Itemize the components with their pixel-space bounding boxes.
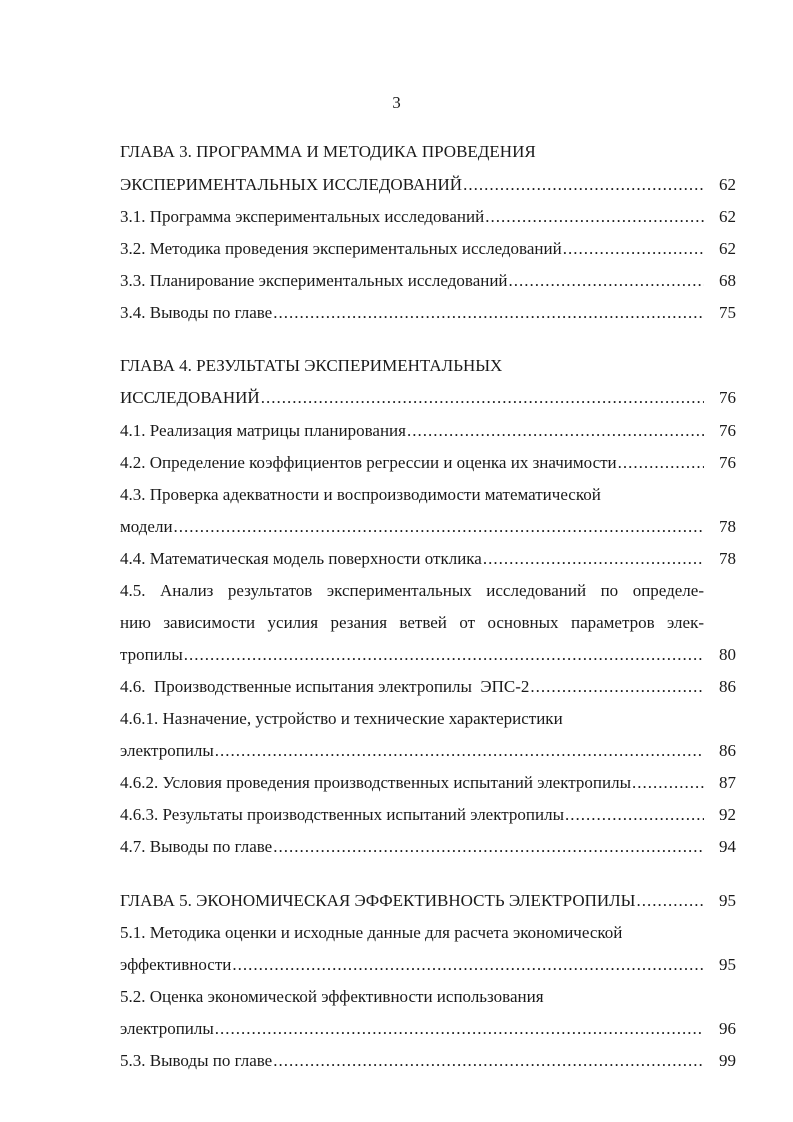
toc-label: 4.7. Выводы по главе (120, 837, 273, 856)
leader-dots (232, 954, 704, 976)
toc-label: 3.2. Методика проведения экспериментальных исследований (120, 239, 562, 258)
toc-entry-4-6 (120, 676, 736, 698)
toc-label: 4.1. Реализация матрицы планирования (120, 421, 406, 440)
toc-page: 96 (719, 1019, 736, 1038)
leader-dots (215, 1018, 704, 1040)
leader-dots (563, 238, 704, 260)
toc-label: тропилы (120, 645, 183, 664)
toc-page: 76 (719, 421, 736, 440)
toc-label: ИССЛЕДОВАНИЙ (120, 388, 260, 407)
toc-label: электропилы (120, 1019, 214, 1038)
toc-label: 4.6.2. Условия проведения производственных испытаний электропилы (120, 773, 631, 792)
leader-dots (509, 270, 704, 292)
chapter-3-title-line-1: ГЛАВА 3. ПРОГРАММА И МЕТОДИКА ПРОВЕДЕНИЯ (120, 142, 536, 161)
leader-dots (530, 676, 704, 698)
toc-page: 76 (719, 453, 736, 472)
leader-dots (184, 644, 704, 666)
toc-label: 4.6.3. Результаты производственных испытаний электропилы (120, 805, 565, 824)
toc-page: 78 (719, 517, 736, 536)
leader-dots (565, 804, 704, 826)
toc-entry-4-5-line-2: нию зависимости усилия резания ветвей от основных параметров элек- (120, 613, 704, 632)
toc-entry-4-6-2 (120, 772, 736, 794)
toc-entry-5-1-line-1: 5.1. Методика оценки и исходные данные для расчета экономической (120, 923, 623, 942)
page-number: 3 (392, 93, 401, 112)
toc-label: ГЛАВА 5. ЭКОНОМИЧЕСКАЯ ЭФФЕКТИВНОСТЬ ЭЛЕКТРОПИЛЫ (120, 891, 636, 910)
toc-entry-3-2 (120, 238, 736, 260)
toc-label: 3.4. Выводы по главе (120, 303, 273, 322)
toc-entry-5-2 (120, 1018, 736, 1040)
toc-entry-3-3 (120, 270, 736, 292)
toc-label: 4.6. Производственные испытания электропилы ЭПС-2 (120, 677, 530, 696)
toc-page: 62 (719, 207, 736, 226)
toc-page: 62 (719, 175, 736, 194)
leader-dots (632, 772, 704, 794)
leader-dots (273, 1050, 704, 1072)
toc-page: 86 (719, 677, 736, 696)
toc-page: 92 (719, 805, 736, 824)
toc-entry-4-6-1-line-1: 4.6.1. Назначение, устройство и технические характеристики (120, 709, 563, 728)
toc-entry-4-6-3 (120, 804, 736, 826)
toc-entry-4-5 (120, 644, 736, 666)
toc-entry-4-3-line-1: 4.3. Проверка адекватности и воспроизводимости математической (120, 485, 601, 504)
toc-page: 94 (719, 837, 736, 856)
toc-entry-4-3 (120, 516, 736, 538)
toc-entry-4-2 (120, 452, 736, 474)
toc-entry-5-3 (120, 1050, 736, 1072)
toc-page: 87 (719, 773, 736, 792)
toc-entry-4-1 (120, 420, 736, 442)
leader-dots (273, 836, 704, 858)
toc-label: 3.1. Программа экспериментальных исследований (120, 207, 485, 226)
chapter-4-title-entry (120, 387, 736, 409)
leader-dots (637, 890, 704, 912)
toc-page: 99 (719, 1051, 736, 1070)
chapter-5-title-entry (120, 890, 736, 912)
leader-dots (485, 206, 704, 228)
toc-label: 4.4. Математическая модель поверхности отклика (120, 549, 482, 568)
toc-entry-5-2-line-1: 5.2. Оценка экономической эффективности использования (120, 987, 544, 1006)
leader-dots (618, 452, 704, 474)
chapter-4-title-line-1: ГЛАВА 4. РЕЗУЛЬТАТЫ ЭКСПЕРИМЕНТАЛЬНЫХ (120, 356, 503, 375)
toc-label: электропилы (120, 741, 214, 760)
toc-label: модели (120, 517, 173, 536)
toc-entry-3-4 (120, 302, 736, 324)
leader-dots (407, 420, 704, 442)
toc-page: 78 (719, 549, 736, 568)
toc-entry-4-7 (120, 836, 736, 858)
toc-entry-4-4 (120, 548, 736, 570)
leader-dots (261, 387, 704, 409)
leader-dots (215, 740, 704, 762)
leader-dots (174, 516, 704, 538)
toc-entry-4-5-line-1: 4.5. Анализ результатов экспериментальных исследований по определе- (120, 581, 704, 600)
leader-dots (463, 174, 704, 196)
toc-label: 5.3. Выводы по главе (120, 1051, 273, 1070)
toc-entry-5-1 (120, 954, 736, 976)
toc-page: 95 (719, 955, 736, 974)
toc-page: 75 (719, 303, 736, 322)
chapter-3-title-entry (120, 174, 736, 196)
leader-dots (273, 302, 704, 324)
toc-page: 76 (719, 388, 736, 407)
toc-page: 95 (719, 891, 736, 910)
toc-page: 68 (719, 271, 736, 290)
toc-entry-4-6-1 (120, 740, 736, 762)
toc-page: 62 (719, 239, 736, 258)
toc-label: 4.2. Определение коэффициентов регрессии и оценка их значимости (120, 453, 617, 472)
toc-label: 3.3. Планирование экспериментальных исследований (120, 271, 508, 290)
leader-dots (483, 548, 704, 570)
toc-label: эффективности (120, 955, 232, 974)
toc-page: 80 (719, 645, 736, 664)
toc-entry-3-1 (120, 206, 736, 228)
toc-page: 86 (719, 741, 736, 760)
toc-label: ЭКСПЕРИМЕНТАЛЬНЫХ ИССЛЕДОВАНИЙ (120, 175, 463, 194)
